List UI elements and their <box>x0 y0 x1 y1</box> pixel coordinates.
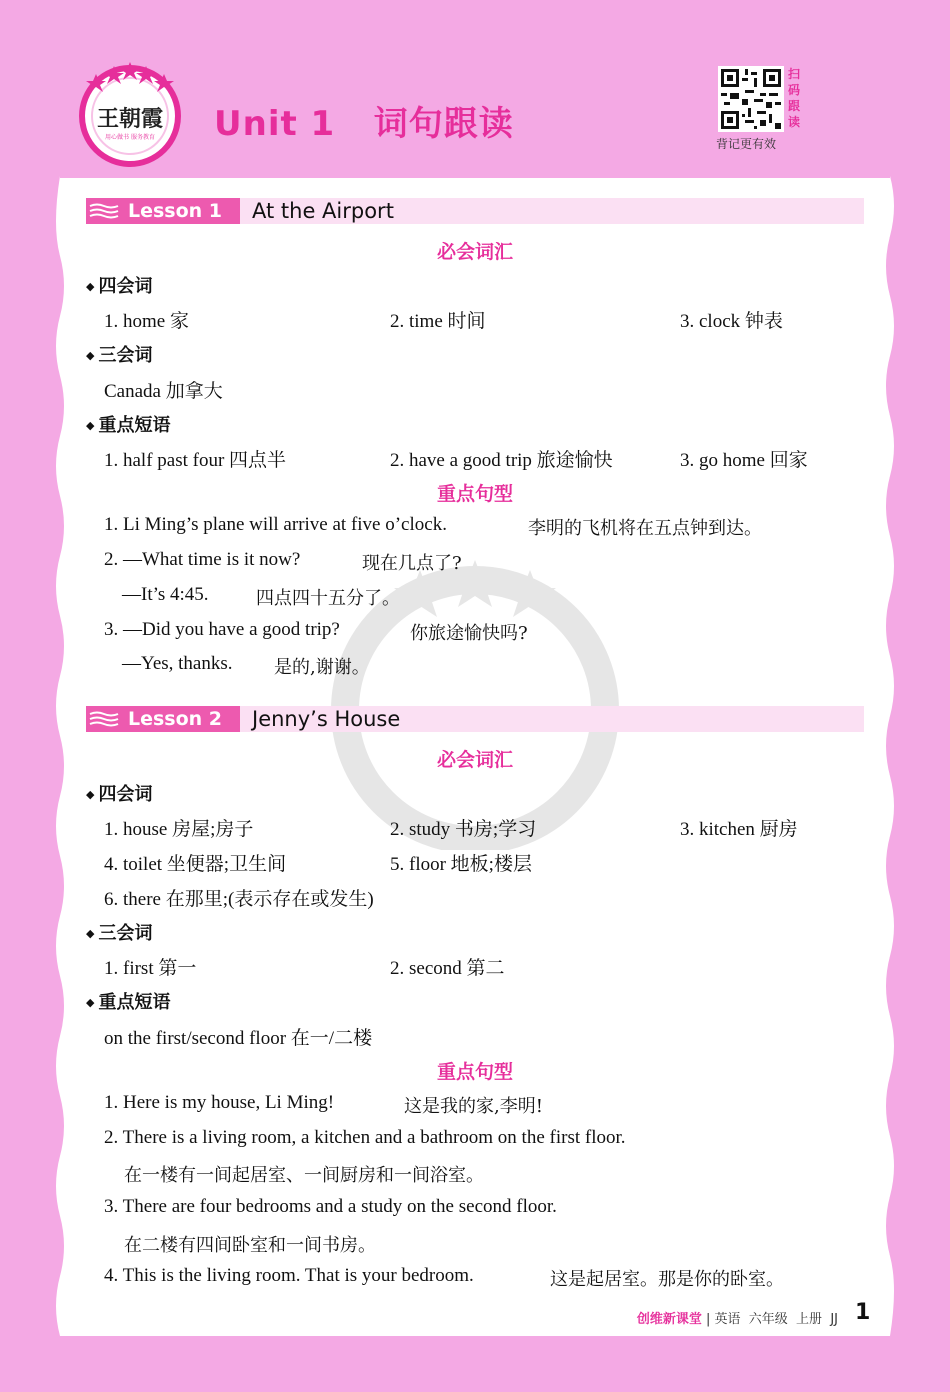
l2-sentence-zh: 这是我的家,李明! <box>404 1096 543 1117</box>
page-number: 1 <box>855 1300 871 1325</box>
qr-code[interactable] <box>718 66 784 132</box>
l2-four-word: 4. toilet 坐便器;卫生间 <box>104 854 287 875</box>
l2-sentence-en: 2. There is a living room, a kitchen and a bathroom on the first floor. <box>104 1127 626 1148</box>
l1-sentence-en: 2. —What time is it now? <box>104 549 301 570</box>
lesson-2-label: Lesson 2 <box>128 708 223 730</box>
l1-sentence-en: —Yes, thanks. <box>122 653 233 674</box>
l2-sentence-zh: 在一楼有一间起居室、一间厨房和一间浴室。 <box>124 1165 484 1186</box>
l1-four-word: 2. time 时间 <box>390 311 486 332</box>
page-footer <box>637 1308 838 1327</box>
l2-sentence-en: 4. This is the living room. That is your bedroom. <box>104 1265 474 1286</box>
unit-title: Unit 1 词句跟读 <box>214 104 514 144</box>
wave-icon <box>88 203 122 219</box>
footer-info: | 英语 六年级 上册 JJ <box>706 1312 838 1327</box>
l1-phrase: 2. have a good trip 旅途愉快 <box>390 450 613 471</box>
l2-three-word: 1. first 第一 <box>104 958 197 979</box>
qr-caption: 背记更有效 <box>716 137 777 151</box>
l2-sentence-zh: 这是起居室。那是你的卧室。 <box>550 1269 784 1290</box>
l1-sentence-heading: 重点句型 <box>436 483 513 505</box>
l2-phrase-label: ◆ 重点短语 <box>86 988 170 1014</box>
l1-four-label: ◆ 四会词 <box>86 272 152 298</box>
l2-four-word: 2. study 书房;学习 <box>390 819 537 840</box>
l1-phrase: 3. go home 回家 <box>680 450 808 471</box>
l1-phrase: 1. half past four 四点半 <box>104 450 287 471</box>
brand-logo <box>76 60 184 168</box>
lesson-1-label: Lesson 1 <box>128 200 223 222</box>
l1-three-label: ◆ 三会词 <box>86 341 152 367</box>
l2-sentence-en: 1. Here is my house, Li Ming! <box>104 1092 335 1113</box>
l1-sentence-en: 3. —Did you have a good trip? <box>104 619 340 640</box>
l1-phrase-label: ◆ 重点短语 <box>86 411 170 437</box>
lesson-2-title: Jenny’s House <box>252 707 401 731</box>
l2-vocab-heading: 必会词汇 <box>436 749 513 771</box>
l2-four-label: ◆ 四会词 <box>86 780 152 806</box>
l2-phrase: on the first/second floor 在一/二楼 <box>104 1028 373 1049</box>
l2-four-word: 6. there 在那里;(表示存在或发生) <box>104 889 374 910</box>
footer-brand: 创维新课堂 <box>636 1312 702 1327</box>
l1-sentence-zh: 李明的飞机将在五点钟到达。 <box>528 518 762 539</box>
lesson-1-header <box>86 198 864 224</box>
l2-sentence-zh: 在二楼有四间卧室和一间书房。 <box>124 1235 376 1256</box>
l1-sentence-zh: 是的,谢谢。 <box>274 657 370 678</box>
l1-three-word: Canada 加拿大 <box>104 381 223 402</box>
l2-four-word: 3. kitchen 厨房 <box>680 819 798 840</box>
l1-sentence-zh: 你旅途愉快吗? <box>410 623 528 644</box>
l2-three-word: 2. second 第二 <box>390 958 505 979</box>
logo-subtext: 用心做书 服务教育 <box>105 134 155 141</box>
lesson-1-tag <box>86 198 240 224</box>
l1-four-word: 1. home 家 <box>104 311 189 332</box>
l1-sentence-zh: 现在几点了? <box>362 553 462 574</box>
l2-four-word: 5. floor 地板;楼层 <box>390 854 532 875</box>
l1-sentence-zh: 四点四十五分了。 <box>256 588 400 609</box>
l2-three-label: ◆ 三会词 <box>86 919 152 945</box>
lesson-1-title: At the Airport <box>252 199 394 223</box>
l1-vocab-heading: 必会词汇 <box>436 241 513 263</box>
l2-sentence-heading: 重点句型 <box>436 1061 513 1083</box>
l2-sentence-en: 3. There are four bedrooms and a study on the second floor. <box>104 1196 557 1217</box>
l1-sentence-en: 1. Li Ming’s plane will arrive at five o’clock. <box>104 514 447 535</box>
lesson-2-tag <box>86 706 240 732</box>
wave-icon <box>88 711 122 727</box>
logo-text: 王朝霞 <box>96 106 163 132</box>
qr-side-label: 扫码跟读 <box>787 67 800 129</box>
l1-four-word: 3. clock 钟表 <box>680 311 783 332</box>
l2-four-word: 1. house 房屋;房子 <box>104 819 254 840</box>
l1-sentence-en: —It’s 4:45. <box>122 584 209 605</box>
lesson-2-header <box>86 706 864 732</box>
